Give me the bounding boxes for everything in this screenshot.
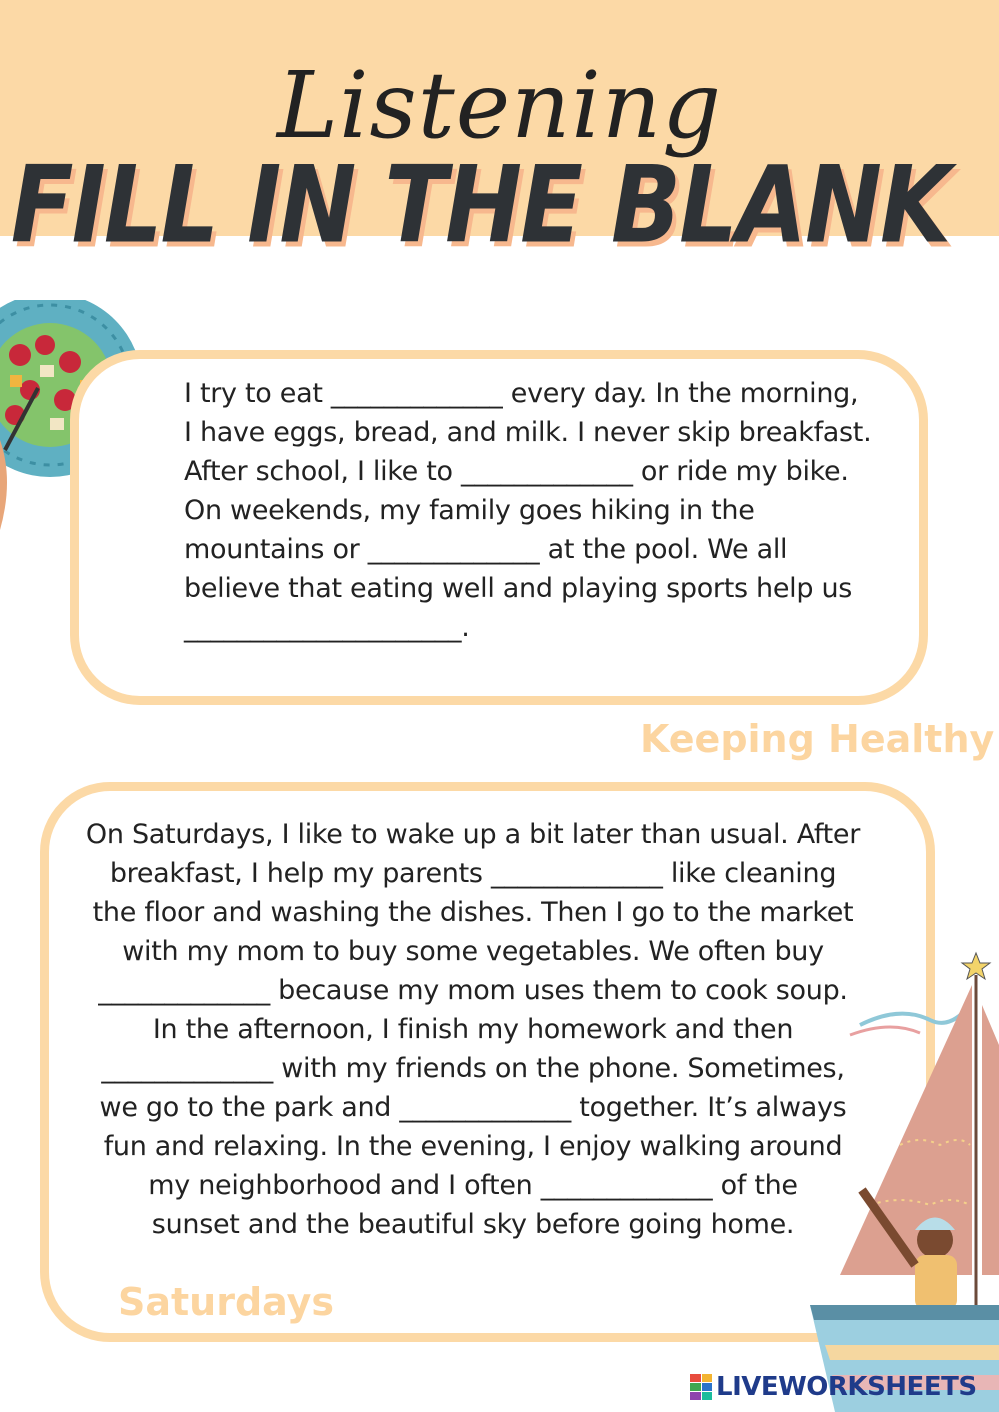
text-line: we go to the park and _____________ together. It’s always xyxy=(99,1092,847,1123)
text-line: my neighborhood and I often _____________ of the xyxy=(148,1170,798,1201)
text-line: with my mom to buy some vegetables. We often buy xyxy=(122,936,824,967)
text-line: believe that eating well and playing sports help us xyxy=(184,573,853,604)
liveworksheets-logo[interactable] xyxy=(690,1372,977,1402)
text-line: On Saturdays, I like to wake up a bit later than usual. After xyxy=(85,819,861,850)
main-title: FILL IN THE BLANK xyxy=(10,143,950,267)
text-line: I try to eat _____________ every day. In the morning, xyxy=(184,378,859,409)
text-line: mountains or _____________ at the pool. We all xyxy=(184,534,788,565)
text-line: On weekends, my family goes hiking in the xyxy=(184,495,755,526)
text-line: the floor and washing the dishes. Then I go to the market xyxy=(92,897,854,928)
text-line: fun and relaxing. In the evening, I enjoy walking around xyxy=(103,1131,843,1162)
text-line: breakfast, I help my parents _____________ like cleaning xyxy=(109,858,837,889)
text-line: _____________ with my friends on the phone. Sometimes, xyxy=(101,1053,845,1084)
saturdays-text xyxy=(48,815,898,1244)
text-line: _____________ because my mom uses them to cook soup. xyxy=(98,975,848,1006)
script-title: Listening xyxy=(277,52,722,159)
section-label-saturdays: Saturdays xyxy=(118,1280,335,1324)
text-line: sunset and the beautiful sky before going home. xyxy=(151,1209,795,1240)
liveworksheets-icon xyxy=(690,1374,712,1400)
brand-name: LIVEWORKSHEETS xyxy=(716,1372,977,1402)
sailboat-icon xyxy=(800,945,999,1412)
text-line: _____________________. xyxy=(184,612,470,643)
keeping-healthy-text xyxy=(184,374,904,647)
text-line: In the afternoon, I finish my homework and then xyxy=(152,1014,794,1045)
text-line: I have eggs, bread, and milk. I never skip breakfast. xyxy=(184,417,872,448)
text-line: After school, I like to _____________ or ride my bike. xyxy=(184,456,849,487)
section-label-keeping-healthy: Keeping Healthy xyxy=(640,717,995,761)
